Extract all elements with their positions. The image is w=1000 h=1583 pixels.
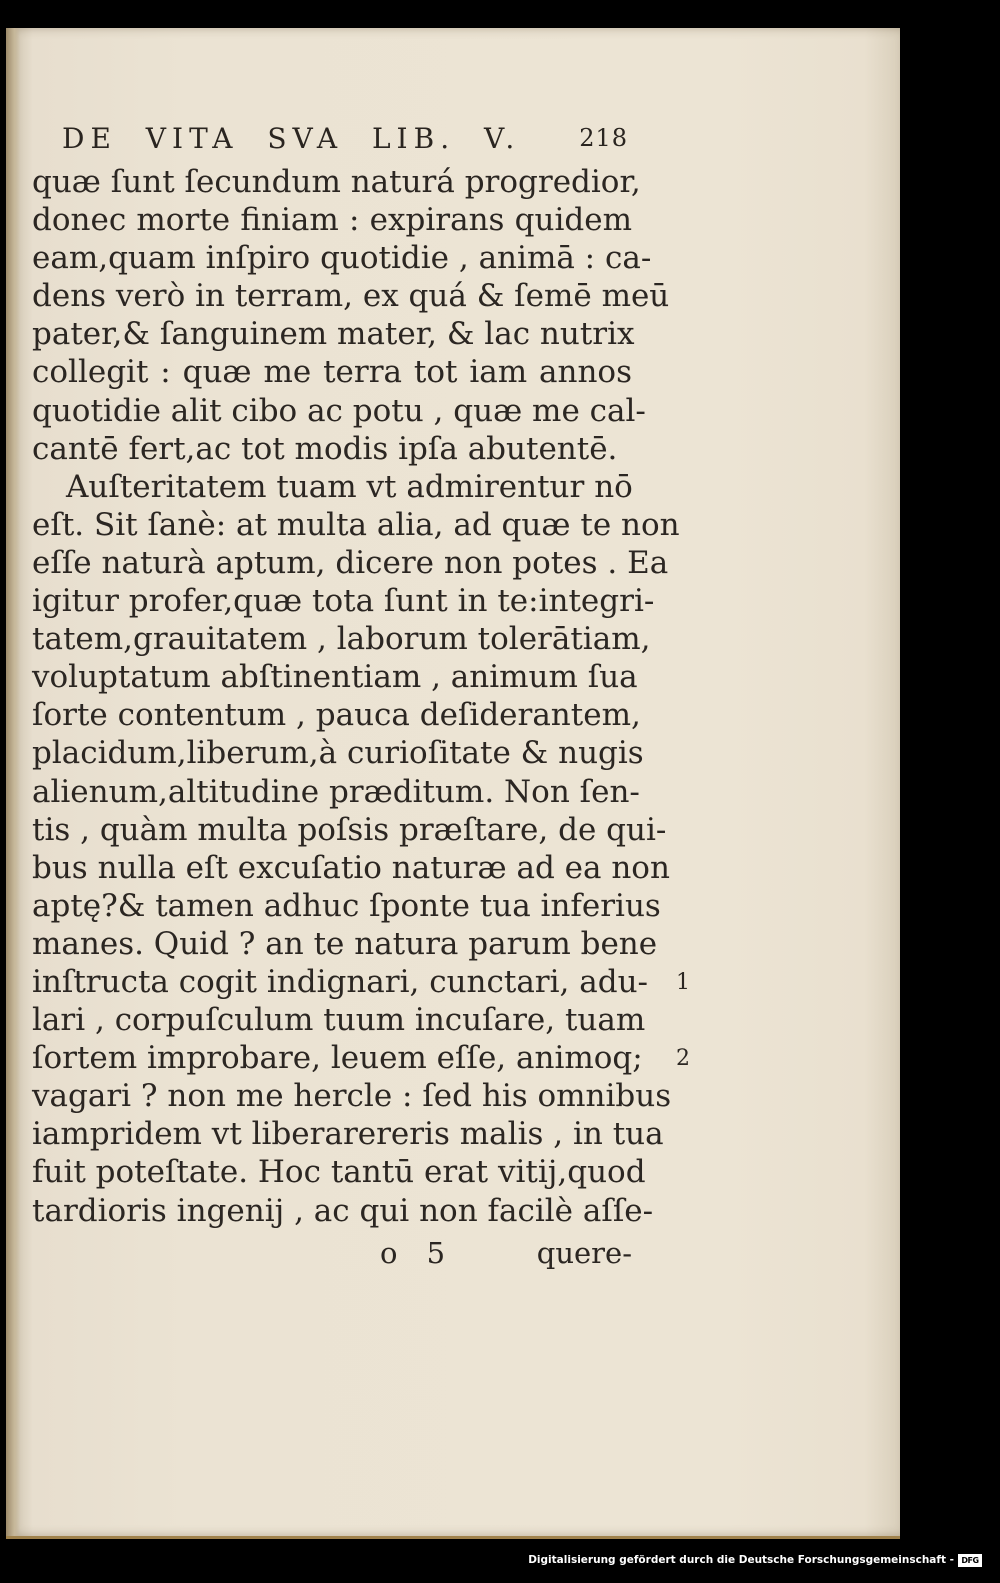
text-line: eſt. Sit ſanè: at multa alia, ad quæ te non [32, 506, 680, 543]
text-line: inſtructa cogit indignari, cunctari, adu- [32, 963, 649, 1000]
text-line: eſſe naturà aptum, dicere non potes . Ea [32, 544, 669, 581]
page-gutter-shadow [6, 28, 20, 1536]
signature-mark: o 5 [380, 1236, 446, 1270]
text-line: aptę?& tamen adhuc ſponte tua inferius [32, 887, 661, 924]
text-line: tis , quàm multa poſsis præſtare, de qui- [32, 811, 667, 848]
text-line: eam,quam inſpiro quotidie , animā : ca- [32, 240, 652, 277]
page-number: 218 [579, 124, 628, 152]
text-line: lari , corpuſculum tuum incuſare, tuam [32, 1002, 646, 1039]
body-text [32, 163, 680, 1230]
dfg-logo: DFG [958, 1554, 982, 1567]
text-line: collegit : quæ me terra tot iam annos [32, 354, 632, 391]
text-line: ſorte contentum , pauca deſiderantem, [32, 697, 641, 734]
text-line: donec morte finiam : expirans quidem [32, 202, 632, 239]
text-line: manes. Quid ? an te natura parum bene [32, 925, 658, 962]
text-line: bus nulla eſt excuſatio naturæ ad ea non [32, 849, 670, 886]
catchword: quere- [536, 1236, 632, 1270]
text-line: dens verò in terram, ex quá & ſemē meū [32, 278, 670, 315]
text-line: cantē fert,ac tot modis ipſa abutentē. [32, 430, 618, 467]
text-line: quotidie alit cibo ac potu , quæ me cal- [32, 392, 646, 429]
text-line: tatem,grauitatem , laborum tolerātiam, [32, 621, 651, 658]
text-line: ſortem improbare, leuem eſſe, animoq; [32, 1040, 643, 1077]
text-line: pater,& ſanguinem mater, & lac nutrix [32, 316, 635, 353]
text-line: fuit poteſtate. Hoc tantū erat vitij,quod [32, 1154, 646, 1191]
text-line: iampridem vt liberarereris malis , in tua [32, 1116, 664, 1153]
text-line: alienum,altitudine præditum. Non ſen- [32, 773, 640, 810]
text-line: Auſteritatem tuam vt admirentur nō [66, 468, 633, 505]
page-foot [32, 1236, 632, 1276]
marginal-note: 1 [676, 970, 690, 995]
text-line: placidum,liberum,à curioſitate & nugis [32, 735, 644, 772]
text-line: quæ ſunt ſecundum naturá progredior, [32, 164, 641, 200]
text-line: tardioris ingenij , ac qui non facilè aſſe- [32, 1192, 654, 1229]
digitization-credit: Digitalisierung gefördert durch die Deutsche Forschungsgemeinschaft - [528, 1554, 954, 1566]
text-line: igitur profer,quæ tota ſunt in te:integri- [32, 583, 655, 620]
marginal-note: 2 [676, 1046, 690, 1071]
text-line: vagari ? non me hercle : ſed his omnibus [32, 1078, 672, 1115]
running-head [62, 122, 628, 162]
text-line: voluptatum abſtinentiam , animum ſua [32, 659, 638, 696]
running-head-title: DE VITA SVA LIB. V. [62, 122, 521, 155]
